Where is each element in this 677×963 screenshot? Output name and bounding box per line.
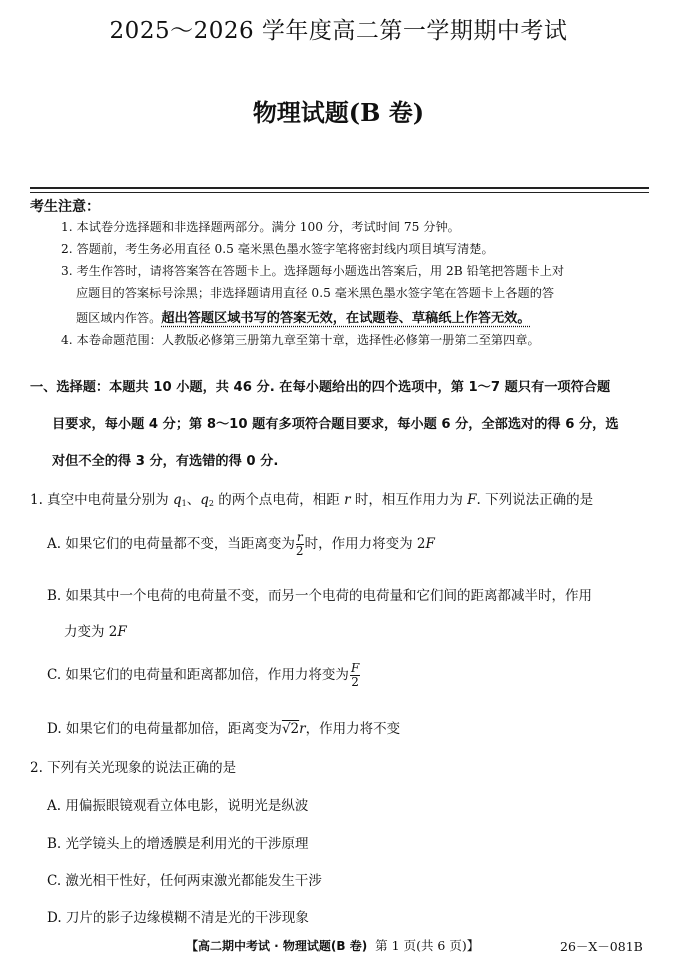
q2-subscript: 2 [208, 499, 214, 508]
q2-option-c: C. 激光相干性好，任何两束激光都能发生干涉 [47, 873, 322, 889]
notice-item-3-tail: 题区域内作答。 [76, 311, 162, 325]
question-1-stem [30, 488, 593, 508]
notice-item-2: 2. 答题前，考生务必用直径 0.5 毫米黑色墨水签字笔将密封线内项目填写清楚。 [61, 242, 494, 256]
q1-option-c-text: C. 如果它们的电荷量和距离都加倍，作用力将变为 [47, 667, 349, 683]
q1-option-b: B. 如果其中一个电荷的电荷量不变，而另一个电荷的电荷量和它们间的距离都减半时，作用 [47, 588, 593, 604]
notice-item-3: 3. 考生作答时，请将答案答在答题卡上。选择题每小题选出答案后，用 2B 铅笔把答题卡上对 [61, 264, 565, 278]
question-2-stem: 2. 下列有关光现象的说法正确的是 [30, 760, 237, 776]
F-symbol: F [467, 492, 477, 508]
q1-stem-text-2: 的两个点电荷，相距 [213, 492, 345, 508]
fraction-numerator: r [296, 530, 303, 544]
footer-page-number: 第 1 页(共 6 页)】 [375, 938, 480, 953]
q1-option-d-text: D. 如果它们的电荷量都加倍，距离变为 [47, 721, 282, 737]
notice-emphasis: 超出答题区域书写的答案无效，在试题卷、草稿纸上作答无效。 [161, 311, 531, 326]
q1-stem-text-4: . 下列说法正确的是 [476, 492, 594, 508]
q1-option-b-text-2: 力变为 2 [64, 624, 118, 640]
notice-item-3-cont2 [76, 307, 531, 326]
q1-stem-text: 1. 真空中电荷量分别为 [30, 492, 173, 508]
F-symbol: F [117, 624, 127, 640]
q1-option-d [47, 717, 400, 737]
page-footer [186, 936, 479, 954]
q1-option-c-fraction [350, 662, 360, 689]
fraction-denominator: 2 [295, 544, 304, 558]
q2-option-a: A. 用偏振眼镜观看立体电影，说明光是纵波 [47, 798, 309, 814]
q1-option-a [47, 531, 435, 558]
r-symbol: r [299, 721, 306, 737]
q1-option-a-text: A. 如果它们的电荷量都不变，当距离变为 [47, 536, 295, 552]
F-symbol: F [425, 536, 435, 552]
fraction-numerator: F [350, 661, 360, 675]
q2-symbol: q [200, 492, 209, 508]
q1-stem-text-3: 时，相互作用力为 [350, 492, 468, 508]
divider-thin [30, 192, 649, 193]
divider-thick [30, 187, 649, 189]
footer-label: 【高二期中考试 · 物理试题(B 卷) [186, 939, 368, 953]
q1-option-b-cont [64, 620, 127, 640]
sqrt-two: √2 [281, 721, 300, 737]
q1-subscript: 1 [181, 499, 187, 508]
notice-item-4: 4. 本卷命题范围：人教版必修第三册第九章至第十章，选择性必修第一册第二至第四章。 [61, 333, 540, 347]
subject-title: 物理试题(B 卷) [252, 98, 425, 127]
notice-item-1: 1. 本试卷分选择题和非选择题两部分。满分 100 分，考试时间 75 分钟。 [61, 220, 460, 234]
notice-heading: 考生注意： [30, 199, 100, 215]
q1-option-c [47, 662, 361, 689]
q1-option-d-text-2: ，作用力将不变 [305, 721, 401, 737]
q1-option-a-text-2: 时，作用力将变为 2 [304, 536, 426, 552]
exam-title: 2025～2026 学年度高二第一学期期中考试 [109, 18, 568, 44]
section-instruction-line-2: 目要求，每小题 4 分；第 8～10 题有多项符合题目要求，每小题 6 分，全部选对的得 6 分，选 [52, 417, 619, 432]
q1-option-a-fraction [296, 531, 304, 558]
section-instruction-line-1: 一、选择题：本题共 10 小题，共 46 分. 在每小题给出的四个选项中，第 1～7 题只有一项符合题 [30, 380, 611, 395]
fraction-denominator: 2 [351, 675, 359, 689]
r-symbol: r [344, 492, 351, 508]
q1-symbol: q [172, 492, 182, 508]
footer-code: 26－X－081B [560, 939, 643, 954]
q2-option-b: B. 光学镜头上的增透膜是利用光的干涉原理 [47, 836, 309, 852]
q2-option-d: D. 刀片的影子边缘模糊不清是光的干涉现象 [47, 910, 309, 926]
q1-sep: 、 [186, 492, 201, 508]
notice-item-3-cont: 应题目的答案标号涂黑；非选择题请用直径 0.5 毫米黑色墨水签字笔在答题卡上各题的答 [76, 286, 555, 300]
section-instruction-line-3: 对但不全的得 3 分，有选错的得 0 分. [52, 454, 279, 469]
